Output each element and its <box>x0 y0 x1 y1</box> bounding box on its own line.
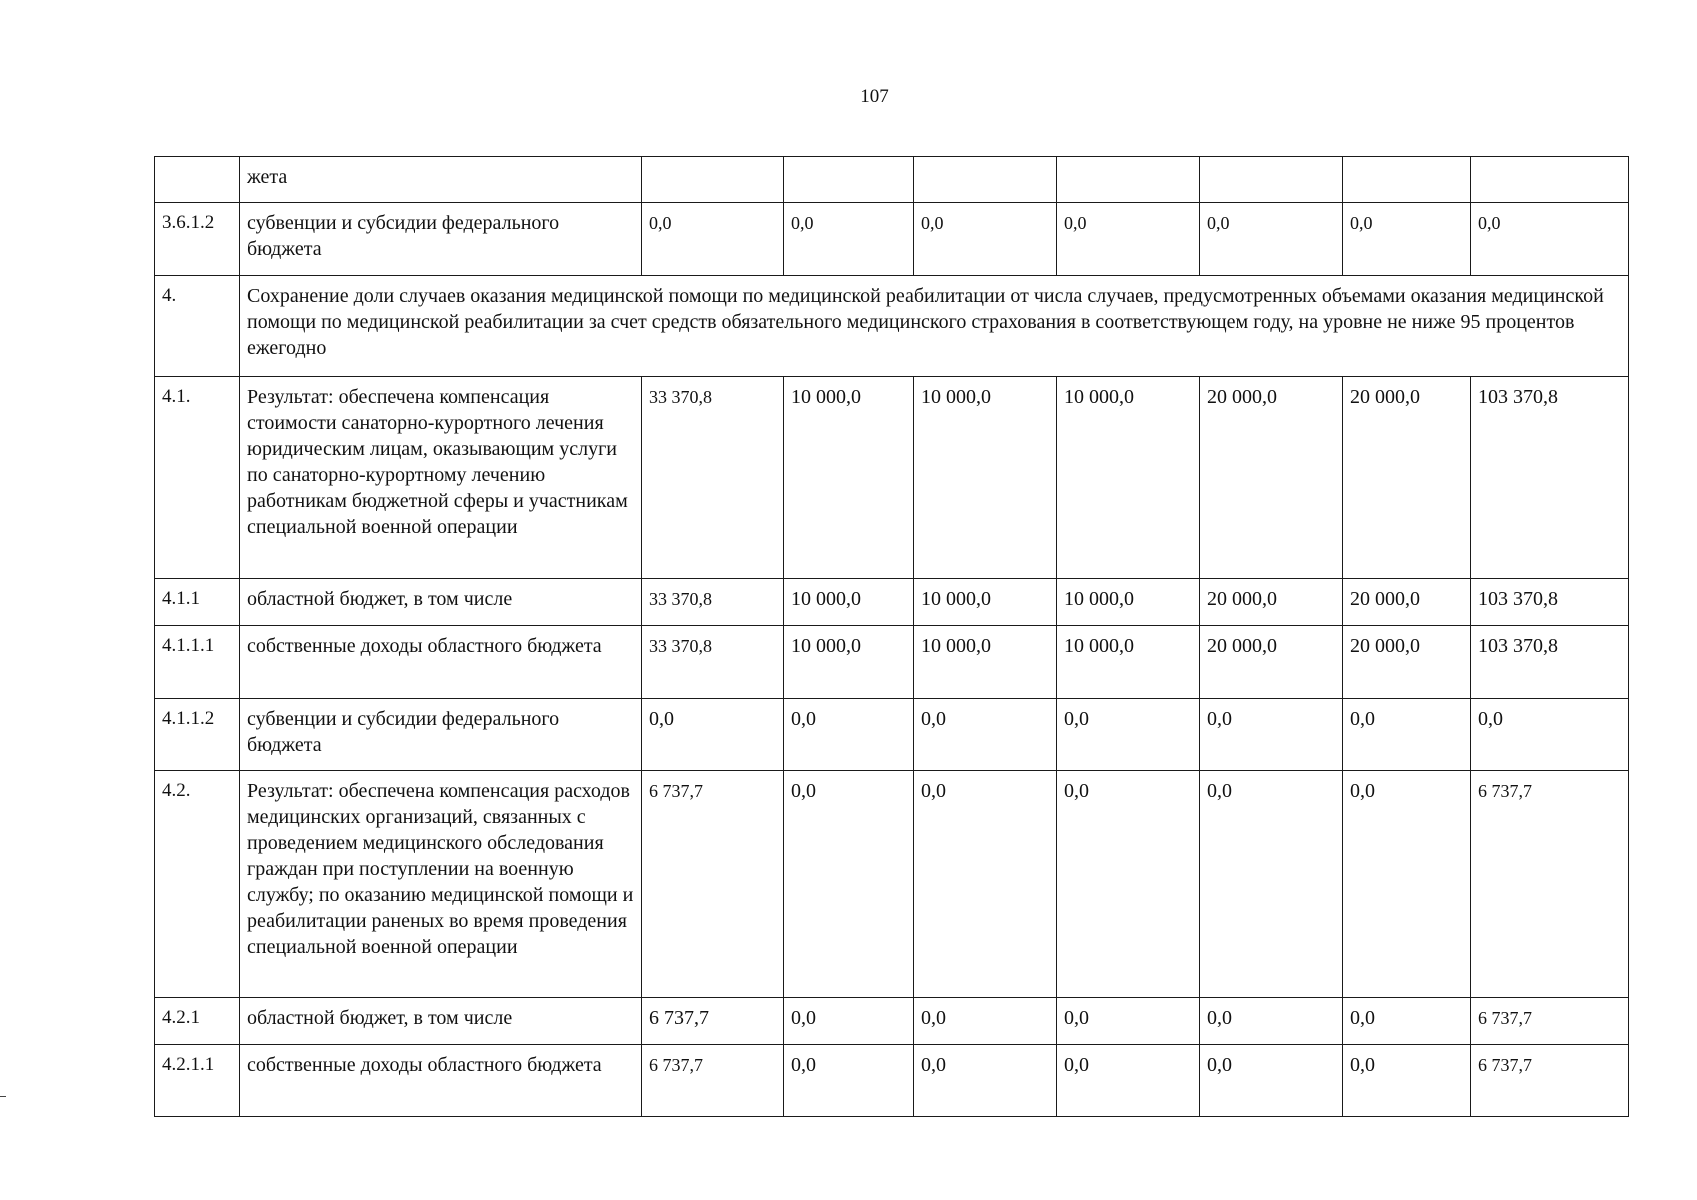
value-cell: 33 370,8 <box>642 626 784 699</box>
value-cell: 6 737,7 <box>1471 771 1629 998</box>
row-code: 4.2.1.1 <box>155 1045 240 1117</box>
value-cell: 0,0 <box>1200 1045 1343 1117</box>
value-cell: 0,0 <box>1343 203 1471 276</box>
row-code: 4.1. <box>155 377 240 579</box>
value-cell: 20 000,0 <box>1200 626 1343 699</box>
value-cell: 0,0 <box>914 998 1057 1045</box>
table-row <box>155 276 1629 377</box>
page-number: 107 <box>860 86 889 107</box>
value-cell <box>914 157 1057 203</box>
value-cell: 0,0 <box>914 771 1057 998</box>
value-cell: 10 000,0 <box>914 626 1057 699</box>
scan-edge-mark <box>0 1096 6 1097</box>
row-code: 4.1.1.1 <box>155 626 240 699</box>
budget-table <box>154 156 1629 1117</box>
value-cell: 0,0 <box>1471 203 1629 276</box>
value-cell: 10 000,0 <box>1057 626 1200 699</box>
value-cell: 0,0 <box>1471 699 1629 771</box>
value-cell: 103 370,8 <box>1471 579 1629 626</box>
value-cell: 20 000,0 <box>1200 377 1343 579</box>
value-cell: 0,0 <box>784 771 914 998</box>
table-row <box>155 377 1629 579</box>
value-cell: 0,0 <box>914 203 1057 276</box>
row-name: собственные доходы областного бюджета <box>240 1045 642 1117</box>
value-cell: 103 370,8 <box>1471 626 1629 699</box>
table-row <box>155 626 1629 699</box>
value-cell: 10 000,0 <box>784 579 914 626</box>
value-cell <box>1471 157 1629 203</box>
value-cell: 0,0 <box>1200 699 1343 771</box>
value-cell: 10 000,0 <box>1057 579 1200 626</box>
row-name: областной бюджет, в том числе <box>240 579 642 626</box>
value-cell <box>1343 157 1471 203</box>
value-cell: 6 737,7 <box>642 771 784 998</box>
value-cell: 0,0 <box>1057 699 1200 771</box>
value-cell: 0,0 <box>1343 771 1471 998</box>
value-cell: 10 000,0 <box>1057 377 1200 579</box>
value-cell: 20 000,0 <box>1200 579 1343 626</box>
row-code: 4.2. <box>155 771 240 998</box>
value-cell: 0,0 <box>1057 1045 1200 1117</box>
table-row <box>155 1045 1629 1117</box>
value-cell: 10 000,0 <box>784 377 914 579</box>
row-name: Результат: обеспечена компенсация стоимости санаторно-курортного лечения юридическим лицам, оказывающим услуги по санаторно-курортному лечению работникам бюджетной сферы и участникам специальной военной операции <box>240 377 642 579</box>
value-cell: 6 737,7 <box>642 1045 784 1117</box>
value-cell: 20 000,0 <box>1343 626 1471 699</box>
value-cell: 0,0 <box>642 203 784 276</box>
row-name: субвенции и субсидии федерального бюджета <box>240 203 642 276</box>
row-name: жета <box>240 157 642 203</box>
table-row <box>155 579 1629 626</box>
table-row <box>155 998 1629 1045</box>
value-cell: 0,0 <box>784 203 914 276</box>
value-cell: 10 000,0 <box>914 579 1057 626</box>
value-cell: 6 737,7 <box>1471 998 1629 1045</box>
value-cell: 20 000,0 <box>1343 579 1471 626</box>
value-cell <box>642 157 784 203</box>
value-cell: 0,0 <box>914 699 1057 771</box>
value-cell: 0,0 <box>1200 998 1343 1045</box>
value-cell: 0,0 <box>1343 1045 1471 1117</box>
table-row <box>155 771 1629 998</box>
task-description: Сохранение доли случаев оказания медицинской помощи по медицинской реабилитации от числа случаев, предусмотренных объемами оказания медицинской помощи по медицинской реабилитации за счет средств обязательного медицинского страхования в соответствующем году, на уровне не ниже 95 процентов ежегодно <box>240 276 1629 377</box>
value-cell: 0,0 <box>784 998 914 1045</box>
value-cell: 10 000,0 <box>784 626 914 699</box>
row-code: 4. <box>155 276 240 377</box>
value-cell: 0,0 <box>914 1045 1057 1117</box>
value-cell: 6 737,7 <box>642 998 784 1045</box>
value-cell: 33 370,8 <box>642 377 784 579</box>
value-cell: 0,0 <box>642 699 784 771</box>
value-cell <box>784 157 914 203</box>
row-code <box>155 157 240 203</box>
value-cell: 0,0 <box>1343 998 1471 1045</box>
row-code: 4.1.1 <box>155 579 240 626</box>
row-name: областной бюджет, в том числе <box>240 998 642 1045</box>
value-cell: 0,0 <box>1057 771 1200 998</box>
value-cell: 0,0 <box>784 1045 914 1117</box>
row-code: 4.2.1 <box>155 998 240 1045</box>
value-cell: 0,0 <box>1057 203 1200 276</box>
value-cell: 20 000,0 <box>1343 377 1471 579</box>
value-cell <box>1057 157 1200 203</box>
table-body <box>155 157 1629 1117</box>
table-row <box>155 157 1629 203</box>
table-row <box>155 203 1629 276</box>
row-name: собственные доходы областного бюджета <box>240 626 642 699</box>
value-cell: 0,0 <box>1200 203 1343 276</box>
table-row <box>155 699 1629 771</box>
value-cell: 0,0 <box>784 699 914 771</box>
value-cell: 6 737,7 <box>1471 1045 1629 1117</box>
value-cell: 0,0 <box>1343 699 1471 771</box>
value-cell <box>1200 157 1343 203</box>
value-cell: 0,0 <box>1057 998 1200 1045</box>
row-code: 3.6.1.2 <box>155 203 240 276</box>
row-code: 4.1.1.2 <box>155 699 240 771</box>
value-cell: 33 370,8 <box>642 579 784 626</box>
value-cell: 10 000,0 <box>914 377 1057 579</box>
row-name: Результат: обеспечена компенсация расходов медицинских организаций, связанных с проведением медицинского обследования граждан при поступлении на военную службу; по оказанию медицинской помощи и реабилитации раненых во время проведения специальной военной операции <box>240 771 642 998</box>
value-cell: 0,0 <box>1200 771 1343 998</box>
value-cell: 103 370,8 <box>1471 377 1629 579</box>
row-name: субвенции и субсидии федерального бюджета <box>240 699 642 771</box>
